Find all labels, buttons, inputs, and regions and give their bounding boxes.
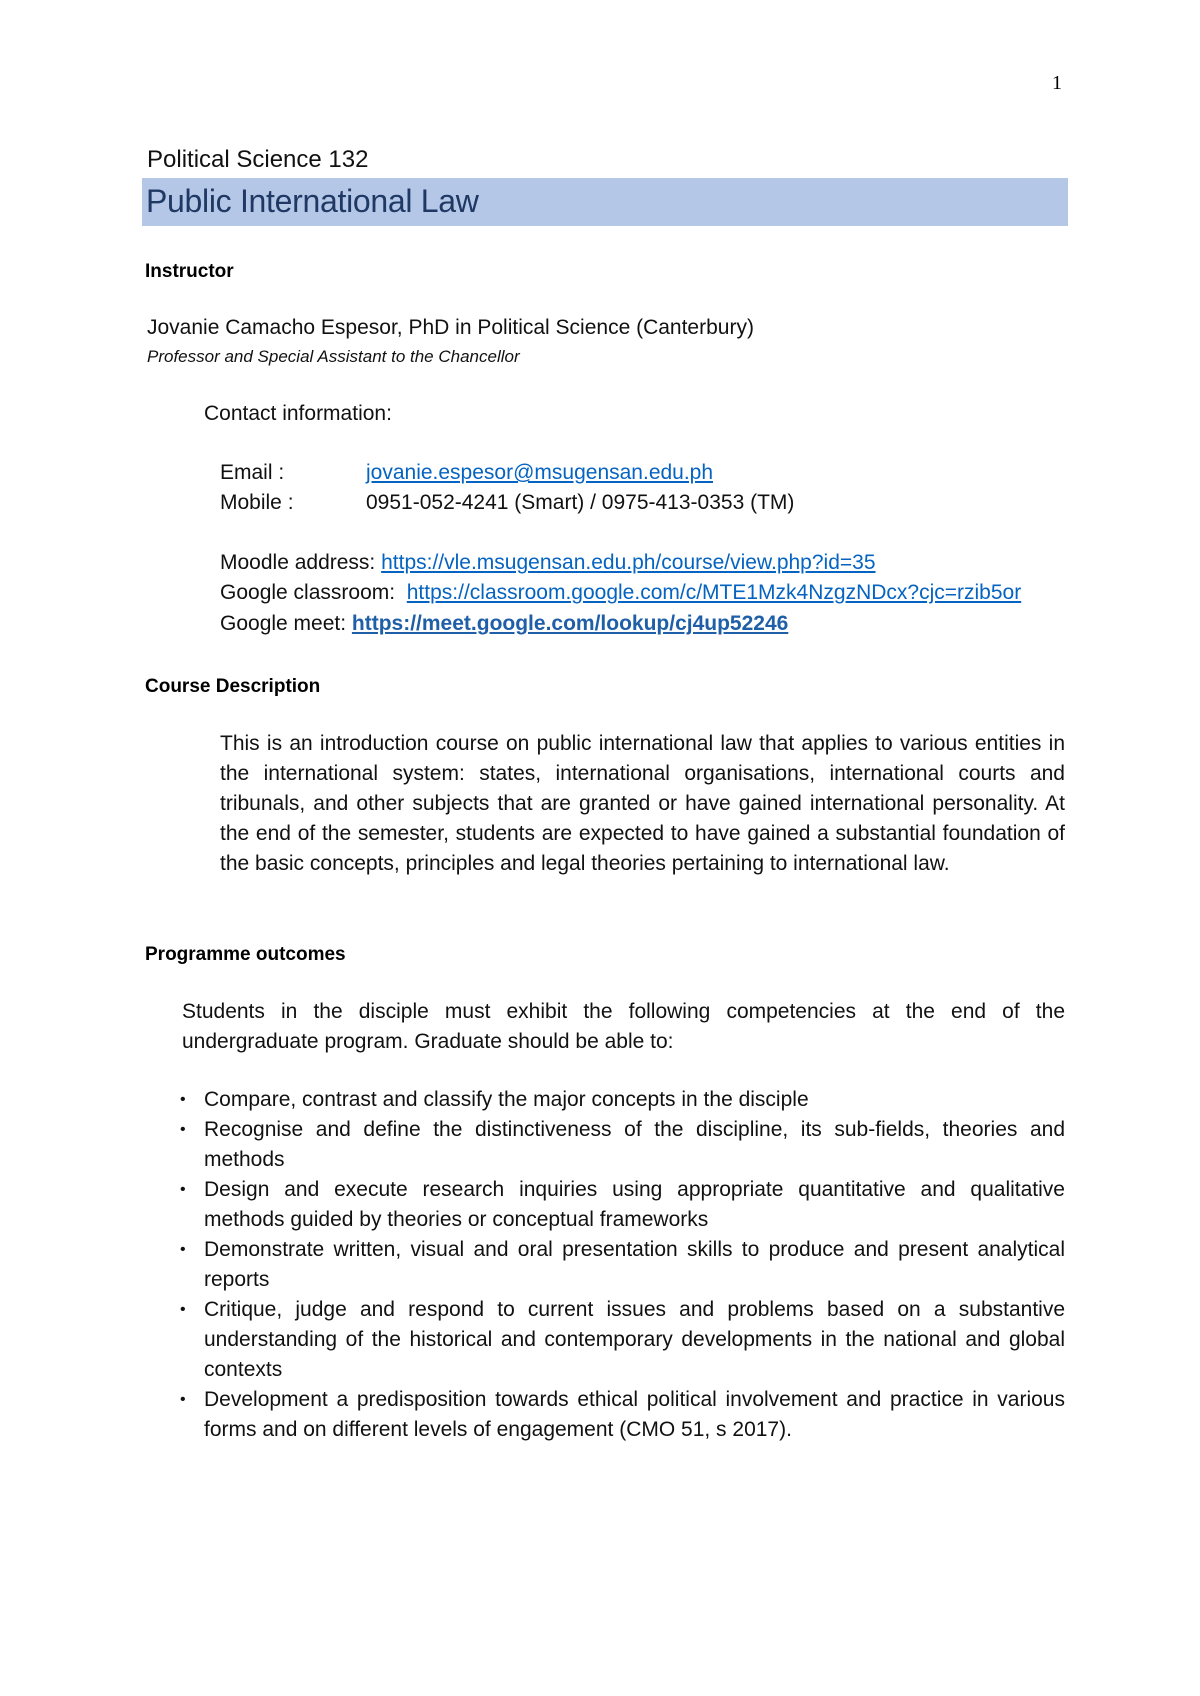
list-item-text: Design and execute research inquiries using appropriate quantitative and qualitative methods guided by theories or conceptual frameworks xyxy=(204,1178,1065,1231)
programme-outcomes-heading: Programme outcomes xyxy=(145,944,346,965)
list-item xyxy=(180,1295,1065,1385)
email-link[interactable]: jovanie.espesor@msugensan.edu.ph xyxy=(366,461,714,484)
list-item xyxy=(180,1385,1065,1445)
bullet-icon: • xyxy=(180,1181,186,1198)
course-title: Public International Law xyxy=(146,183,479,219)
email-label: Email : xyxy=(220,461,285,484)
bullet-icon: • xyxy=(180,1301,186,1318)
moodle-link[interactable]: https://vle.msugensan.edu.ph/course/view.php?id=35 xyxy=(381,551,876,574)
meet-link[interactable]: https://meet.google.com/lookup/cj4up52246 xyxy=(351,612,789,635)
instructor-heading: Instructor xyxy=(145,261,234,282)
list-item-text: Compare, contrast and classify the major concepts in the disciple xyxy=(204,1088,809,1111)
course-description-text: This is an introduction course on public international law that applies to various entities in the international system: states, international organisations, international courts and tribunals, and other subjects that are granted or have gained international personality. At the end of the semester, students are expected to have gained a substantial foundation of the basic concepts, principles and legal theories pertaining to international law. xyxy=(220,732,1065,875)
bullet-icon: • xyxy=(180,1391,186,1408)
programme-outcomes-intro: Students in the disciple must exhibit the following competencies at the end of the undergraduate program. Graduate should be able to: xyxy=(182,1000,1065,1053)
classroom-link[interactable]: https://classroom.google.com/c/MTE1Mzk4NzgzNDcx?cjc=rzib5or xyxy=(406,581,1022,604)
moodle-label: Moodle address: xyxy=(220,551,382,574)
course-description-heading: Course Description xyxy=(145,676,321,697)
contact-heading: Contact information: xyxy=(204,402,392,425)
page-number: 1 xyxy=(1052,72,1062,94)
instructor-name: Jovanie Camacho Espesor, PhD in Political Science (Canterbury) xyxy=(147,316,754,339)
meet-row xyxy=(220,612,788,636)
moodle-row xyxy=(220,551,876,575)
mobile-row xyxy=(220,491,794,515)
mobile-label: Mobile : xyxy=(220,491,294,514)
bullet-icon: • xyxy=(180,1091,186,1108)
meet-label: Google meet: xyxy=(220,612,352,635)
bullet-icon: • xyxy=(180,1241,186,1258)
bullet-icon: • xyxy=(180,1121,186,1138)
course-code: Political Science 132 xyxy=(147,146,369,173)
list-item xyxy=(180,1115,1065,1175)
list-item xyxy=(180,1085,1065,1115)
list-item xyxy=(180,1175,1065,1235)
list-item-text: Recognise and define the distinctiveness of the discipline, its sub-fields, theories and methods xyxy=(204,1118,1065,1171)
mobile-value: 0951-052-4241 (Smart) / 0975-413-0353 (TM) xyxy=(366,491,795,514)
classroom-label: Google classroom: xyxy=(220,581,407,604)
list-item-text: Critique, judge and respond to current issues and problems based on a substantive understanding of the historical and contemporary developments in the national and global contexts xyxy=(204,1298,1065,1381)
list-item-text: Demonstrate written, visual and oral presentation skills to produce and present analytical reports xyxy=(204,1238,1065,1291)
course-title-banner xyxy=(142,178,1068,226)
email-row xyxy=(220,461,713,485)
programme-outcomes-list xyxy=(180,1085,1065,1445)
classroom-row xyxy=(220,581,1021,605)
instructor-position: Professor and Special Assistant to the Chancellor xyxy=(147,347,520,366)
list-item xyxy=(180,1235,1065,1295)
list-item-text: Development a predisposition towards ethical political involvement and practice in various forms and on different levels of engagement (CMO 51, s 2017). xyxy=(204,1388,1065,1441)
